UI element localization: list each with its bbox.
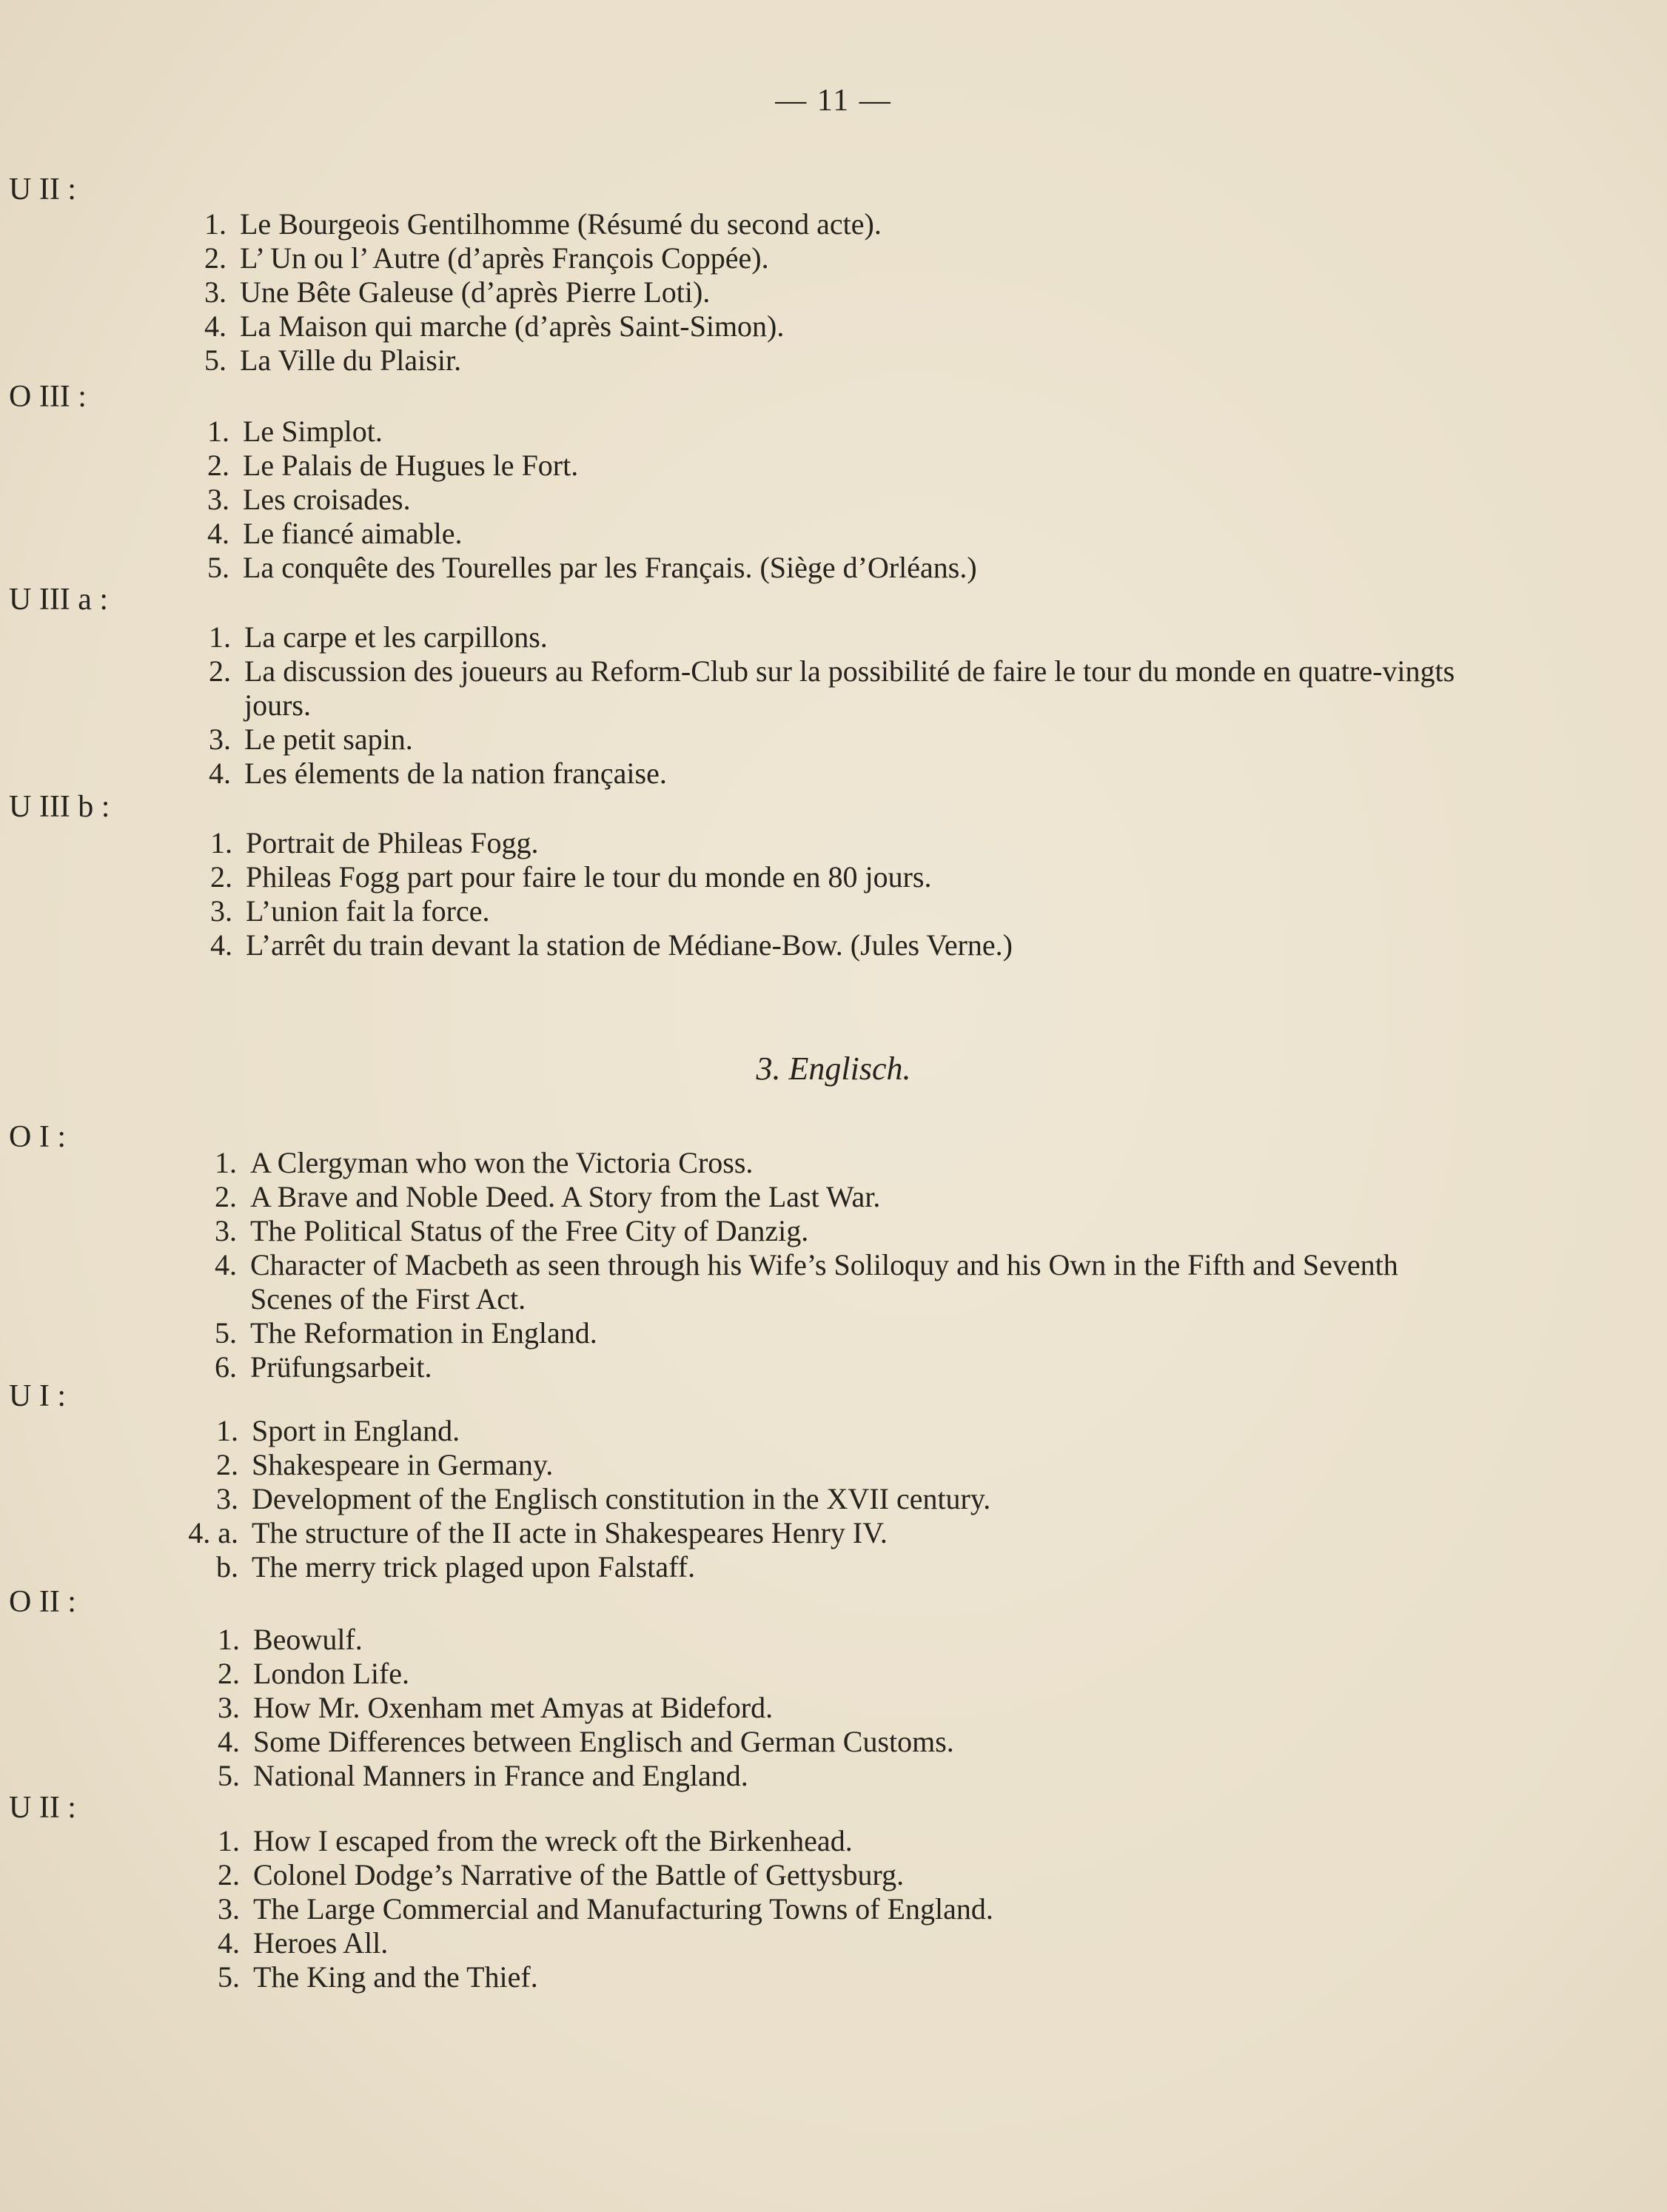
item-number: 4. <box>204 309 227 343</box>
item-text: Le fiancé aimable. <box>243 517 463 550</box>
item-text: Phileas Fogg part pour faire le tour du monde en 80 jours. <box>246 860 932 894</box>
item-text: The merry trick plaged upon Falstaff. <box>252 1550 696 1583</box>
item-number: 2. <box>215 1180 237 1213</box>
class-label-u-i: U I : <box>9 1379 66 1413</box>
list-item <box>215 1350 432 1384</box>
item-text: A Brave and Noble Deed. A Story from the Last War. <box>250 1180 881 1213</box>
list-item <box>218 1926 389 1960</box>
list-item <box>204 241 769 275</box>
item-text: The Political Status of the Free City of Danzig. <box>250 1214 809 1247</box>
class-label-u-iii-b: U III b : <box>9 790 110 824</box>
list-item <box>216 1448 554 1482</box>
item-number: 5. <box>218 1960 240 1994</box>
list-item <box>215 1248 1464 1316</box>
item-text: Heroes All. <box>253 1926 389 1960</box>
item-text: London Life. <box>253 1657 410 1690</box>
item-text: Le Simplot. <box>243 415 383 448</box>
item-text: The Reformation in England. <box>250 1316 597 1350</box>
item-number: 3. <box>216 1482 238 1515</box>
list-item <box>209 620 548 654</box>
class-label-o-iii: O III : <box>9 380 87 414</box>
item-text: La conquête des Tourelles par les Français. (Siège d’Orléans.) <box>243 551 977 584</box>
class-label-o-i: O I : <box>9 1120 66 1154</box>
list-item <box>218 1657 410 1691</box>
list-item <box>216 1414 460 1448</box>
item-number: 3. <box>210 894 232 928</box>
section-heading-englisch: 3. Englisch. <box>756 1050 911 1087</box>
list-item <box>207 517 463 551</box>
class-label-u-ii: U II : <box>9 172 76 207</box>
item-number: 3. <box>207 483 229 516</box>
item-number: 5. <box>218 1759 240 1792</box>
list-item <box>210 826 539 860</box>
item-number: 4. <box>207 517 229 550</box>
list-item <box>218 1759 748 1793</box>
list-item <box>218 1725 954 1759</box>
item-text: Prüfungsarbeit. <box>250 1350 432 1384</box>
item-number: 6. <box>215 1350 237 1384</box>
item-text: Development of the Englisch constitution in the XVII century. <box>252 1482 991 1515</box>
list-item <box>204 343 462 378</box>
item-number: 4. <box>218 1926 240 1960</box>
item-text: Les croisades. <box>243 483 411 516</box>
item-number: 2. <box>209 654 231 688</box>
item-number: 3. <box>209 723 231 756</box>
item-text: How Mr. Oxenham met Amyas at Bideford. <box>253 1691 774 1724</box>
item-text: A Clergyman who won the Victoria Cross. <box>250 1146 754 1179</box>
list-item <box>210 860 932 894</box>
list-item <box>204 275 711 309</box>
item-text: L’ Un ou l’ Autre (d’après François Coppée). <box>240 241 769 275</box>
item-number: 1. <box>210 826 232 859</box>
item-number: 3. <box>218 1892 240 1926</box>
item-number: 1. <box>218 1824 240 1857</box>
item-text: La discussion des joueurs au Reform-Club sur la possibilité de faire le tour du monde en quatre-vingts jours. <box>244 654 1455 722</box>
list-item <box>207 483 411 517</box>
list-item <box>216 1550 696 1584</box>
item-text: How I escaped from the wreck oft the Birkenhead. <box>253 1824 853 1857</box>
item-text: Le petit sapin. <box>244 723 413 756</box>
item-text: Les élements de la nation française. <box>244 757 667 790</box>
list-item <box>216 1482 991 1516</box>
item-number: b. <box>216 1550 238 1583</box>
item-text: L’union fait la force. <box>246 894 490 928</box>
item-text: La Ville du Plaisir. <box>240 343 462 377</box>
list-item <box>209 757 667 791</box>
item-text: The Large Commercial and Manufacturing Towns of England. <box>253 1892 993 1926</box>
item-number: 1. <box>215 1146 237 1179</box>
item-number: 2. <box>207 449 229 482</box>
item-number: 1. <box>209 620 231 654</box>
list-item <box>215 1146 754 1180</box>
item-text: Beowulf. <box>253 1623 363 1656</box>
item-text: Some Differences between Englisch and German Customs. <box>253 1725 954 1758</box>
list-item <box>218 1960 538 1994</box>
item-number: 1. <box>204 207 227 241</box>
item-text: Le Palais de Hugues le Fort. <box>243 449 579 482</box>
item-text: Shakespeare in Germany. <box>252 1448 554 1481</box>
list-item <box>218 1691 774 1725</box>
class-label-u-ii-english: U II : <box>9 1791 76 1825</box>
item-number: 1. <box>218 1623 240 1656</box>
list-item <box>218 1858 905 1892</box>
class-label-u-iii-a: U III a : <box>9 583 109 617</box>
list-item <box>207 415 383 449</box>
list-item <box>218 1623 363 1657</box>
item-number: 3. <box>218 1691 240 1724</box>
list-item <box>204 309 785 343</box>
item-number: 1. <box>207 415 229 448</box>
item-number: 2. <box>218 1858 240 1891</box>
item-text: The structure of the II acte in Shakespeares Henry IV. <box>252 1516 888 1549</box>
list-item <box>209 723 413 757</box>
list-item <box>204 207 882 241</box>
item-text: Character of Macbeth as seen through his Wife’s Soliloquy and his Own in the Fifth and Seventh Scenes of the First Act. <box>250 1248 1398 1316</box>
item-number: 2. <box>204 241 227 275</box>
list-item <box>218 1892 993 1926</box>
item-number: 4. <box>210 928 232 962</box>
item-number: 4. <box>209 757 231 790</box>
item-text: L’arrêt du train devant la station de Médiane-Bow. (Jules Verne.) <box>246 928 1013 962</box>
list-item <box>215 1316 597 1350</box>
item-number: 2. <box>216 1448 238 1481</box>
item-number: 2. <box>218 1657 240 1690</box>
item-text: La carpe et les carpillons. <box>244 620 548 654</box>
item-number: 3. <box>215 1214 237 1247</box>
item-text: The King and the Thief. <box>253 1960 538 1994</box>
list-item <box>207 449 579 483</box>
list-item <box>218 1824 853 1858</box>
item-text: Colonel Dodge’s Narrative of the Battle of Gettysburg. <box>253 1858 905 1891</box>
item-number: 5. <box>207 551 229 584</box>
item-text: Une Bête Galeuse (d’après Pierre Loti). <box>240 275 711 309</box>
item-text: Portrait de Phileas Fogg. <box>246 826 539 859</box>
item-number: 4. a. <box>188 1516 238 1549</box>
list-item <box>215 1180 881 1214</box>
list-item <box>210 928 1013 962</box>
item-text: La Maison qui marche (d’après Saint-Simon). <box>240 309 785 343</box>
item-text: Sport in England. <box>252 1414 460 1447</box>
item-text: National Manners in France and England. <box>253 1759 748 1792</box>
class-label-o-ii: O II : <box>9 1585 76 1619</box>
item-text: Le Bourgeois Gentilhomme (Résumé du second acte). <box>240 207 882 241</box>
list-item <box>210 894 490 928</box>
item-number: 5. <box>204 343 227 377</box>
item-number: 3. <box>204 275 227 309</box>
list-item <box>209 654 1458 723</box>
item-number: 2. <box>210 860 232 894</box>
item-number: 4. <box>218 1725 240 1758</box>
list-item <box>215 1214 809 1248</box>
item-number: 5. <box>215 1316 237 1350</box>
item-number: 1. <box>216 1414 238 1447</box>
list-item <box>207 551 977 585</box>
list-item <box>188 1516 888 1550</box>
page-number: — 11 — <box>775 84 892 118</box>
item-number: 4. <box>215 1248 237 1281</box>
